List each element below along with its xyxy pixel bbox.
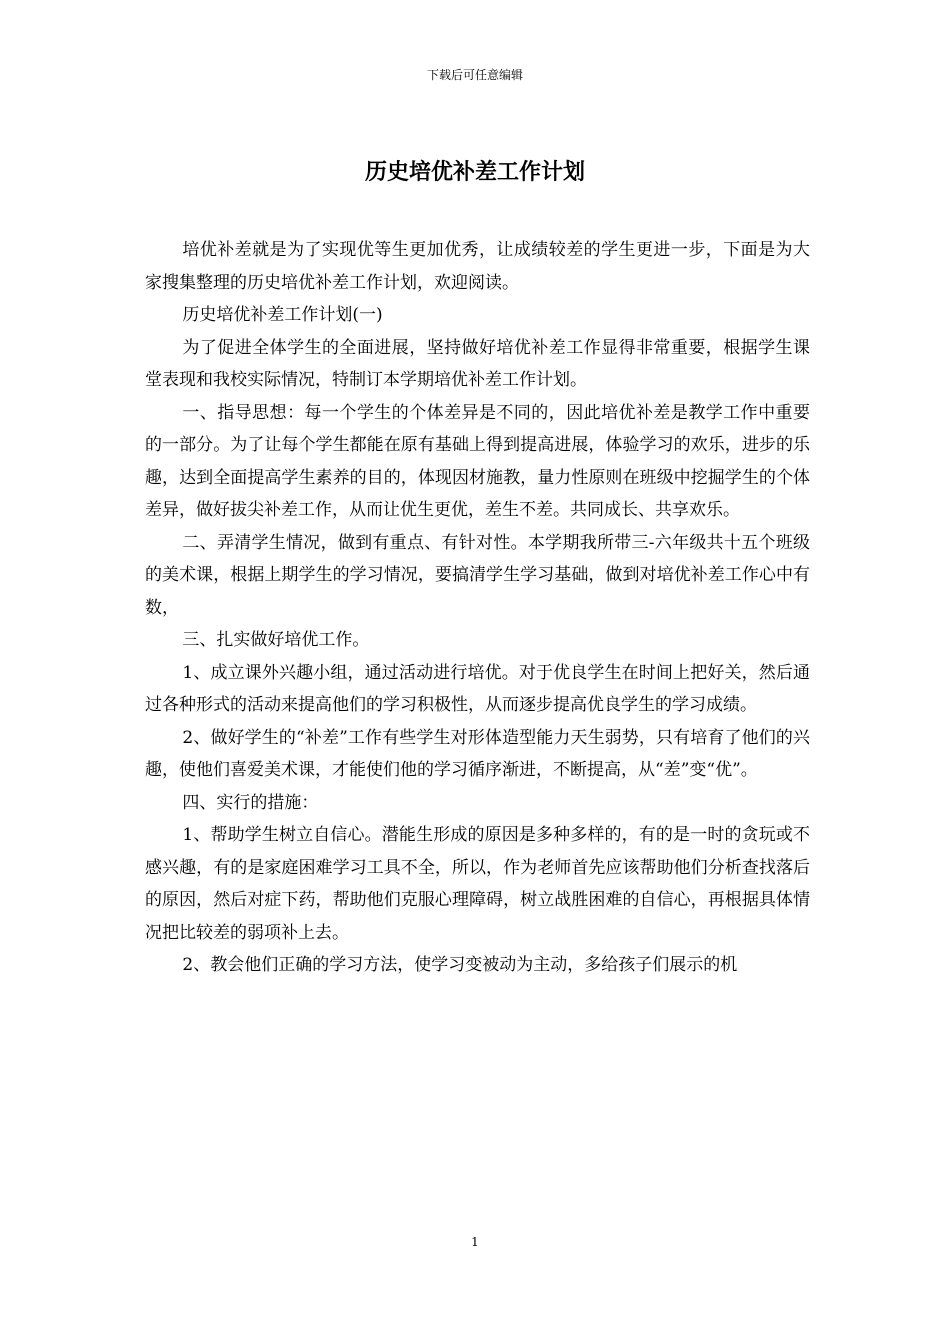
- paragraph-confidence: 1、帮助学生树立自信心。潜能生形成的原因是多种多样的，有的是一时的贪玩或不感兴趣，有的是家庭困难学习工具不全，所以，作为老师首先应该帮助他们分析查找落后的原因，然后对症下药，帮助他们克服心理障碍，树立战胜困难的自信心，再根据具体情况把比较差的弱项补上去。: [145, 825, 810, 943]
- document-body: [145, 234, 810, 982]
- paragraph-section-three: 三、扎实做好培优工作。: [182, 630, 370, 650]
- paragraph-guiding-idea: 一、指导思想：每一个学生的个体差异是不同的，因此培优补差是教学工作中重要的一部分。为了让每个学生都能在原有基础上得到提高进展，体验学习的欢乐，进步的乐趣，达到全面提高学生素养的目的，体现因材施教，量力性原则在班级中挖掘学生的个体差异，做好拔尖补差工作，从而让优生更优，差生不差。共同成长、共享欢乐。: [145, 402, 810, 520]
- document-title: 历史培优补差工作计划: [364, 159, 585, 185]
- paragraph-interest-group: 1、成立课外兴趣小组，通过活动进行培优。对于优良学生在时间上把好关，然后通过各种形式的活动来提高他们的学习积极性，从而逐步提高优良学生的学习成绩。: [145, 662, 810, 715]
- paragraph-purpose: 为了促进全体学生的全面进展，坚持做好培优补差工作显得非常重要，根据学生课堂表现和我校实际情况，特制订本学期培优补差工作计划。: [145, 337, 810, 390]
- header-note: 下载后可任意编辑: [426, 68, 523, 82]
- paragraph-section-heading: 历史培优补差工作计划(一): [182, 305, 383, 325]
- paragraph-student-situation: 二、弄清学生情况，做到有重点、有针对性。本学期我所带三-六年级共十五个班级的美术课，根据上期学生的学习情况，要搞清学生学习基础，做到对培优补差工作心中有数，: [145, 532, 810, 618]
- paragraph-section-four: 四、实行的措施：: [182, 792, 319, 813]
- paragraph-intro: 培优补差就是为了实现优等生更加优秀，让成绩较差的学生更进一步，下面是为大家搜集整理的历史培优补差工作计划，欢迎阅读。: [145, 240, 810, 293]
- page-number: 1: [471, 1235, 479, 1249]
- paragraph-learning-methods: 2、教会他们正确的学习方法，使学习变被动为主动，多给孩子们展示的机: [182, 955, 738, 975]
- paragraph-remedial-work: 2、做好学生的“补差”工作有些学生对形体造型能力天生弱势，只有培育了他们的兴趣，使他们喜爱美术课，才能使们他的学习循序渐进，不断提高，从“差”变“优”。: [145, 727, 810, 780]
